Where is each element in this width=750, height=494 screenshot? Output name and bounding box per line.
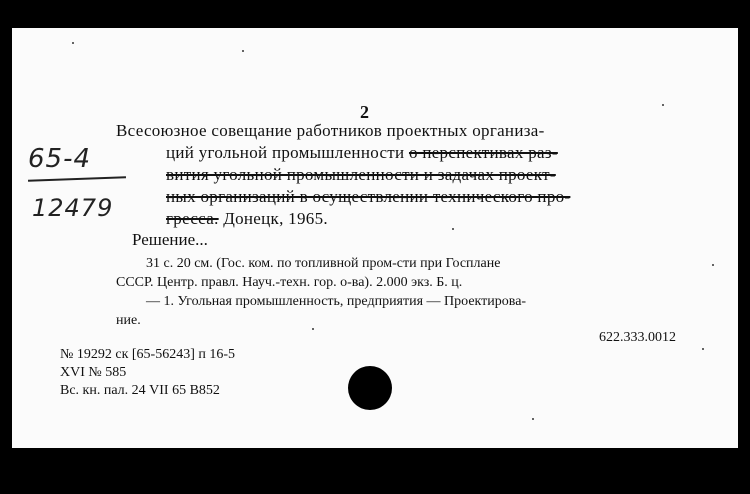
classification-code: 622.333.0012: [599, 330, 676, 345]
title-line-5-struck: гресса.: [166, 209, 219, 228]
catalog-card: [12, 28, 738, 448]
scan-speck: [312, 328, 314, 330]
handwritten-code: 65-4: [28, 144, 92, 174]
decision-label: Решение...: [132, 230, 208, 249]
imprint-line-1: 31 с. 20 см. (Гос. ком. по топливной пром-сти при Госплане: [146, 256, 501, 271]
punch-hole: [348, 366, 392, 410]
registry-line-1: № 19292 ск [65-56243] п 16-5: [60, 347, 236, 362]
subject-line-1: — 1. Угольная промышленность, предприятия — Проектирова-: [146, 294, 527, 309]
subject-heading: [116, 292, 686, 330]
scan-speck: [532, 418, 534, 420]
title-line-2-text: ций угольной промышленности: [166, 143, 409, 162]
page-number: 2: [360, 102, 369, 122]
scan-speck: [702, 348, 704, 350]
subject-line-2: ние.: [116, 313, 141, 328]
title-line-4: ных организаций в осуществлении технического про-: [166, 187, 571, 206]
title-line-2-struck: о перспективах раз-: [408, 143, 558, 162]
title-line-3: вития угольной промышленности и задачах проект-: [166, 165, 556, 184]
scan-speck: [452, 228, 454, 230]
imprint-line-2: СССР. Центр. правл. Науч.-техн. гор. о-ва). 2.000 экз. Б. ц.: [116, 275, 463, 290]
title-line-1: Всесоюзное совещание работников проектных организа-: [116, 121, 545, 140]
registry-line-2: XVI № 585: [60, 365, 127, 380]
card-title: [116, 120, 686, 230]
imprint: [116, 254, 686, 292]
handwritten-underline: [28, 176, 126, 181]
scan-speck: [662, 104, 664, 106]
scan-speck: [72, 42, 74, 44]
registry-block: [60, 346, 235, 400]
registry-line-3: Вс. кн. пал. 24 VII 65 В852: [60, 383, 220, 398]
title-line-5: [116, 208, 686, 230]
title-line-5-text: Донецк, 1965.: [218, 209, 328, 228]
scan-speck: [712, 264, 714, 266]
title-line-2: [116, 142, 686, 164]
scan-speck: [242, 50, 244, 52]
handwritten-number: 12479: [32, 194, 114, 222]
